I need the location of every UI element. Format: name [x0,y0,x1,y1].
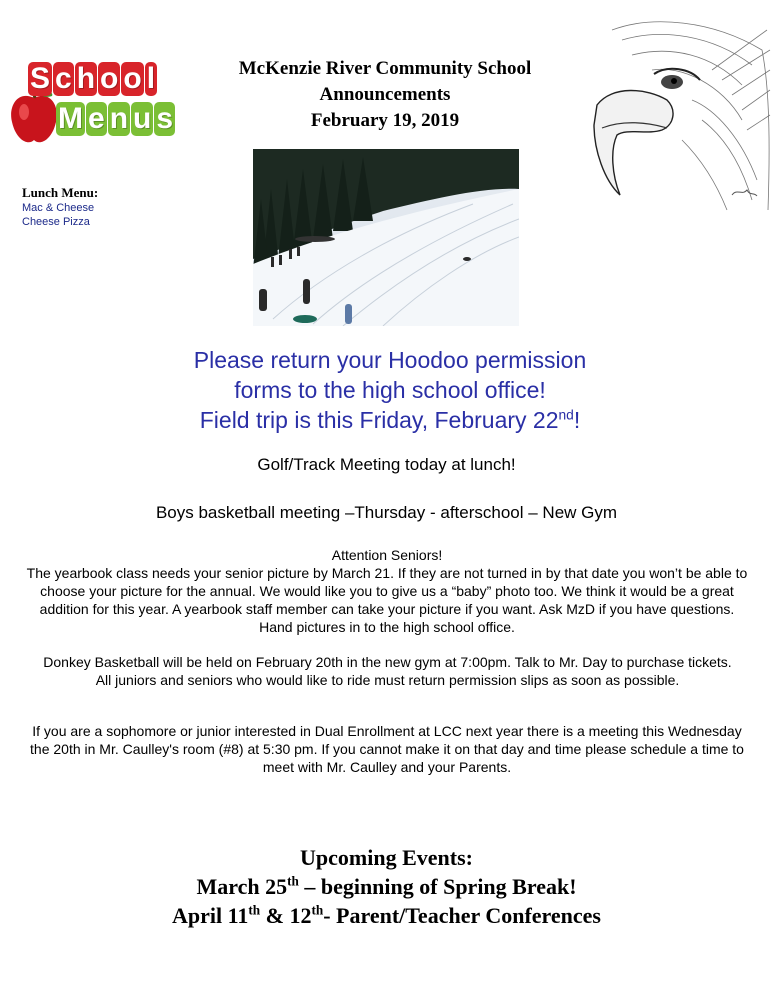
logo-letter: u [133,102,152,135]
hoodoo-line: Please return your Hoodoo permission [193,347,587,373]
lunch-menu [22,185,182,229]
event-date: & 12 [260,903,312,928]
page-header [190,56,580,134]
upcoming-events [0,843,773,930]
lunch-item: Cheese Pizza [22,216,90,228]
lunch-menu-title: Lunch Menu: [22,185,99,200]
dual-enrollment-announcement: If you are a sophomore or junior interested in Dual Enrollment at LCC next year there is a meeting this Wednesday the 20th in Mr. Caulley's room (#8) at 5:30 pm. If you cannot make it on that day and time please schedule a time to meet with Mr. Caulley and your Parents. [30,723,744,775]
logo-letter: n [109,102,129,135]
eagle-sketch-image [592,10,773,215]
golf-track-announcement: Golf/Track Meeting today at lunch! [257,455,516,474]
seniors-announcement [22,546,752,636]
lunch-item: Mac & Cheese [22,202,95,214]
seniors-body: The yearbook class needs your senior picture by March 21. If they are not turned in by that date you won’t be able to choose your picture for the annual. We would like you to give us a “baby” photo too. We think it would be a great addition for this year. A yearbook staff member can take your picture if you want. Ask MzD if you have questions. Hand pictures in to the high school office. [26,565,748,635]
seniors-title: Attention Seniors! [331,547,443,563]
hoodoo-field-trip-line [100,405,680,435]
exclamation: ! [573,407,581,433]
hoodoo-announcement [100,345,680,435]
ordinal-suffix: th [287,873,299,889]
event-date: March 25 [196,874,288,899]
logo-letter: h [76,62,96,95]
donkey-basketball-announcement: Donkey Basketball will be held on February 20th in the new gym at 7:00pm. Talk to Mr. Day to purchase tickets. All juniors and seniors who would like to ride must return permission slips as soon as possible. [43,654,732,688]
logo-letter: o [123,62,142,95]
event-description: – beginning of Spring Break! [298,874,577,899]
page-title: Announcements [319,84,451,105]
ordinal-suffix: th [248,902,261,918]
logo-letter: S [30,62,51,95]
school-name: McKenzie River Community School [238,58,532,79]
field-trip-text: Field trip is this Friday, February 22 [199,407,559,433]
ordinal-suffix: th [311,902,324,918]
logo-letter: l [146,62,156,95]
announcement-date: February 19, 2019 [310,110,460,131]
snow-tubing-photo [253,149,519,326]
school-menus-logo [8,58,193,153]
event-description: - Parent/Teacher Conferences [323,903,601,928]
hoodoo-line: forms to the high school office! [234,377,546,403]
event-item [0,901,773,930]
boys-basketball-announcement: Boys basketball meeting –Thursday - afterschool – New Gym [155,503,618,522]
event-item [0,872,773,901]
events-title: Upcoming Events: [300,845,473,870]
ordinal-suffix: nd [558,407,574,423]
logo-letter: e [88,102,105,135]
logo-letter: o [100,62,119,95]
apple-icon [8,88,60,148]
logo-letter: c [55,62,72,95]
event-date: April 11 [172,903,249,928]
logo-letter: s [156,102,174,135]
logo-letter: M [58,102,83,135]
